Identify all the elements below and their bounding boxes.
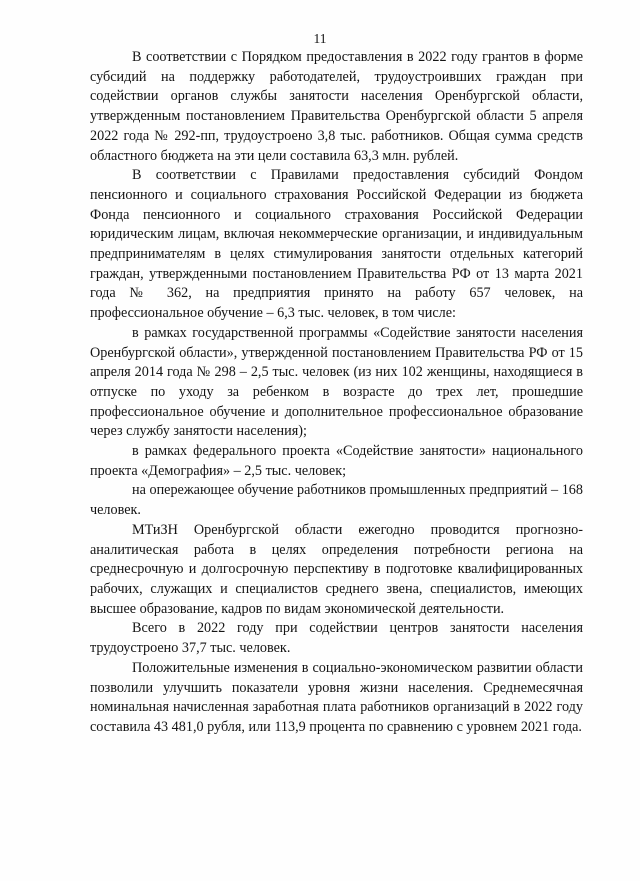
paragraph-total-employed: Всего в 2022 году при содействии центров занятости населения трудоустроено 37,7 тыс. человек. (90, 620, 583, 657)
paragraph-living-standards: Положительные изменения в социально-экономическом развитии области позволили улучшить показатели уровня жизни населения. Среднемесячная номинальная начисленная заработная плата работников организаций в 2022 году составила 43 481,0 рубля, или 113,9 процента по сравнению с уровнем 2021 года. (90, 659, 583, 735)
paragraph-state-program: в рамках государственной программы «Содействие занятости населения Оренбургской области», утвержденной постановлением Правительства РФ от 15 апреля 2014 года № 298 – 2,5 тыс. человек (из них 102 женщины, находящиеся в отпуске по уходу за ребенком в возрасте до трех лет, прошедшие профессиональное обучение и дополнительное профессиональное образование через службу занятости населения); (90, 324, 583, 440)
document-body (90, 48, 583, 738)
page-number: 11 (313, 31, 327, 46)
paragraph-federal-project: в рамках федерального проекта «Содействие занятости» национального проекта «Демография» – 2,5 тыс. человек; (90, 443, 583, 479)
paragraph-grants: В соответствии с Порядком предоставления в 2022 году грантов в форме субсидий на поддержку работодателей, трудоустроивших граждан при содействии органов службы занятости населения Оренбургской области, утвержденным постановлением Правительства Оренбургской области 5 апреля 2022 года № 292-пп, трудоустроено 3,8 тыс. работников. Общая сумма средств областного бюджета на эти цели составила 63,3 млн. рублей. (90, 49, 583, 164)
paragraph-advance-training: на опережающее обучение работников промышленных предприятий – 168 человек. (90, 482, 583, 519)
paragraph-forecast-work: МТиЗН Оренбургской области ежегодно проводится прогнозно-аналитическая работа в целях определения потребности региона на среднесрочную и долгосрочную перспективу в подготовке квалифицированных рабочих, служащих и специалистов среднего звена, специалистов, имеющих высшее образование, кадров по видам экономической деятельности. (90, 521, 583, 617)
paragraph-pension-fund-subsidies: В соответствии с Правилами предоставления субсидий Фондом пенсионного и социального страхования Российской Федерации из бюджета Фонда пенсионного и социального страхования Российской Федерации юридическим лицам, включая некоммерческие организации, и индивидуальным предпринимателям в целях стимулирования занятости отдельных категорий граждан, утвержденными постановлением Правительства РФ от 13 марта 2021 года № 362, на предприятия принято на работу 657 человек, на профессиональное обучение – 6,3 тыс. человек, в том числе: (90, 167, 583, 322)
